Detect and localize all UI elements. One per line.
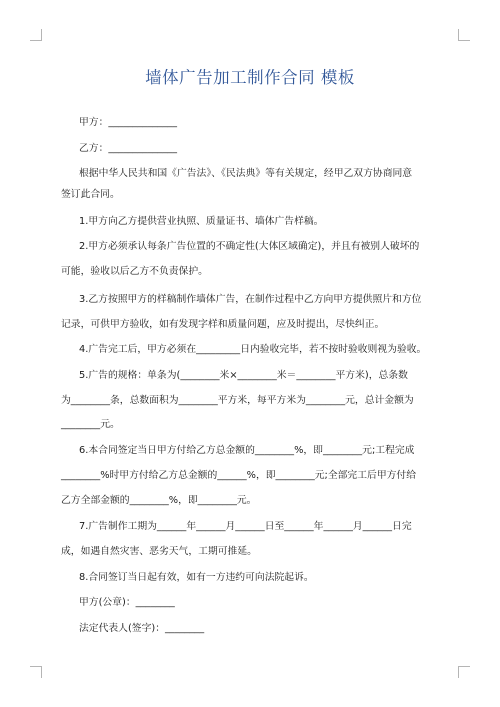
crop-mark-top-right-v bbox=[458, 29, 459, 41]
clause-8: 8.合同签订当日起有效，如有一方违约可向法院起诉。 bbox=[79, 572, 314, 583]
clause-5-line-1: 5.广告的规格：单条为(________米×________米＝________平方米)，总条数 bbox=[79, 370, 408, 381]
clause-5-line-3: ________元。 bbox=[61, 419, 120, 430]
intro-paragraph-line-1: 根据中华人民共和国《广告法》、《民法典》等有关规定，经甲乙双方协商同意 bbox=[79, 168, 413, 179]
clause-2-line-1: 2.甲方必须承认每条广告位置的不确定性(大体区域确定)，并且有被别人破坏的 bbox=[79, 241, 420, 252]
clause-6-line-1: 6.本合同签定当日甲方付给乙方总金额的________%，即________元;工程完成 bbox=[79, 445, 415, 456]
clause-1: 1.甲方向乙方提供营业执照、质量证书、墙体广告样稿。 bbox=[79, 216, 324, 227]
party-a-line: 甲方：______________ bbox=[79, 117, 177, 128]
crop-mark-bottom-right-v bbox=[458, 666, 459, 678]
clause-2-line-2: 可能，验收以后乙方不负责保护。 bbox=[61, 266, 208, 277]
clause-7-line-2: 成，如遇自然灾害、恶劣天气，工期可推延。 bbox=[61, 546, 257, 557]
clause-6-line-3: 乙方全部金额的________%，即________元。 bbox=[61, 495, 257, 506]
crop-mark-bottom-left-v bbox=[41, 666, 42, 678]
signature-legal-representative: 法定代表人(签字)：________ bbox=[79, 623, 205, 634]
intro-paragraph-line-2: 签订此合同。 bbox=[61, 189, 120, 200]
signature-party-a: 甲方(公章)：________ bbox=[79, 597, 175, 608]
crop-mark-top-left-v bbox=[41, 29, 42, 41]
document-title: 墙体广告加工制作合同 模板 bbox=[145, 68, 355, 87]
clause-3-line-1: 3.乙方按照甲方的样稿制作墙体广告，在制作过程中乙方向甲方提供照片和方位 bbox=[79, 294, 422, 305]
crop-mark-bottom-right-h bbox=[458, 666, 470, 667]
clause-4: 4.广告完工后，甲方必须在_________日内验收完毕，若不按时验收则视为验收。 bbox=[79, 344, 427, 355]
clause-3-line-2: 记录，可供甲方验收，如有发现字样和质量问题，应及时提出，尽快纠正。 bbox=[61, 319, 385, 330]
crop-mark-top-right-h bbox=[458, 40, 470, 41]
clause-6-line-2: ________%时甲方付给乙方总金额的______%，即________元;全部完工后甲方付给 bbox=[61, 470, 417, 481]
clause-5-line-2: 为________条，总数面积为________平方米，每平方米为________元，总计金额为 bbox=[61, 395, 414, 406]
clause-7-line-1: 7.广告制作工期为______年______月______日至______年______月______日完 bbox=[79, 521, 412, 532]
party-b-line: 乙方：______________ bbox=[79, 143, 177, 154]
